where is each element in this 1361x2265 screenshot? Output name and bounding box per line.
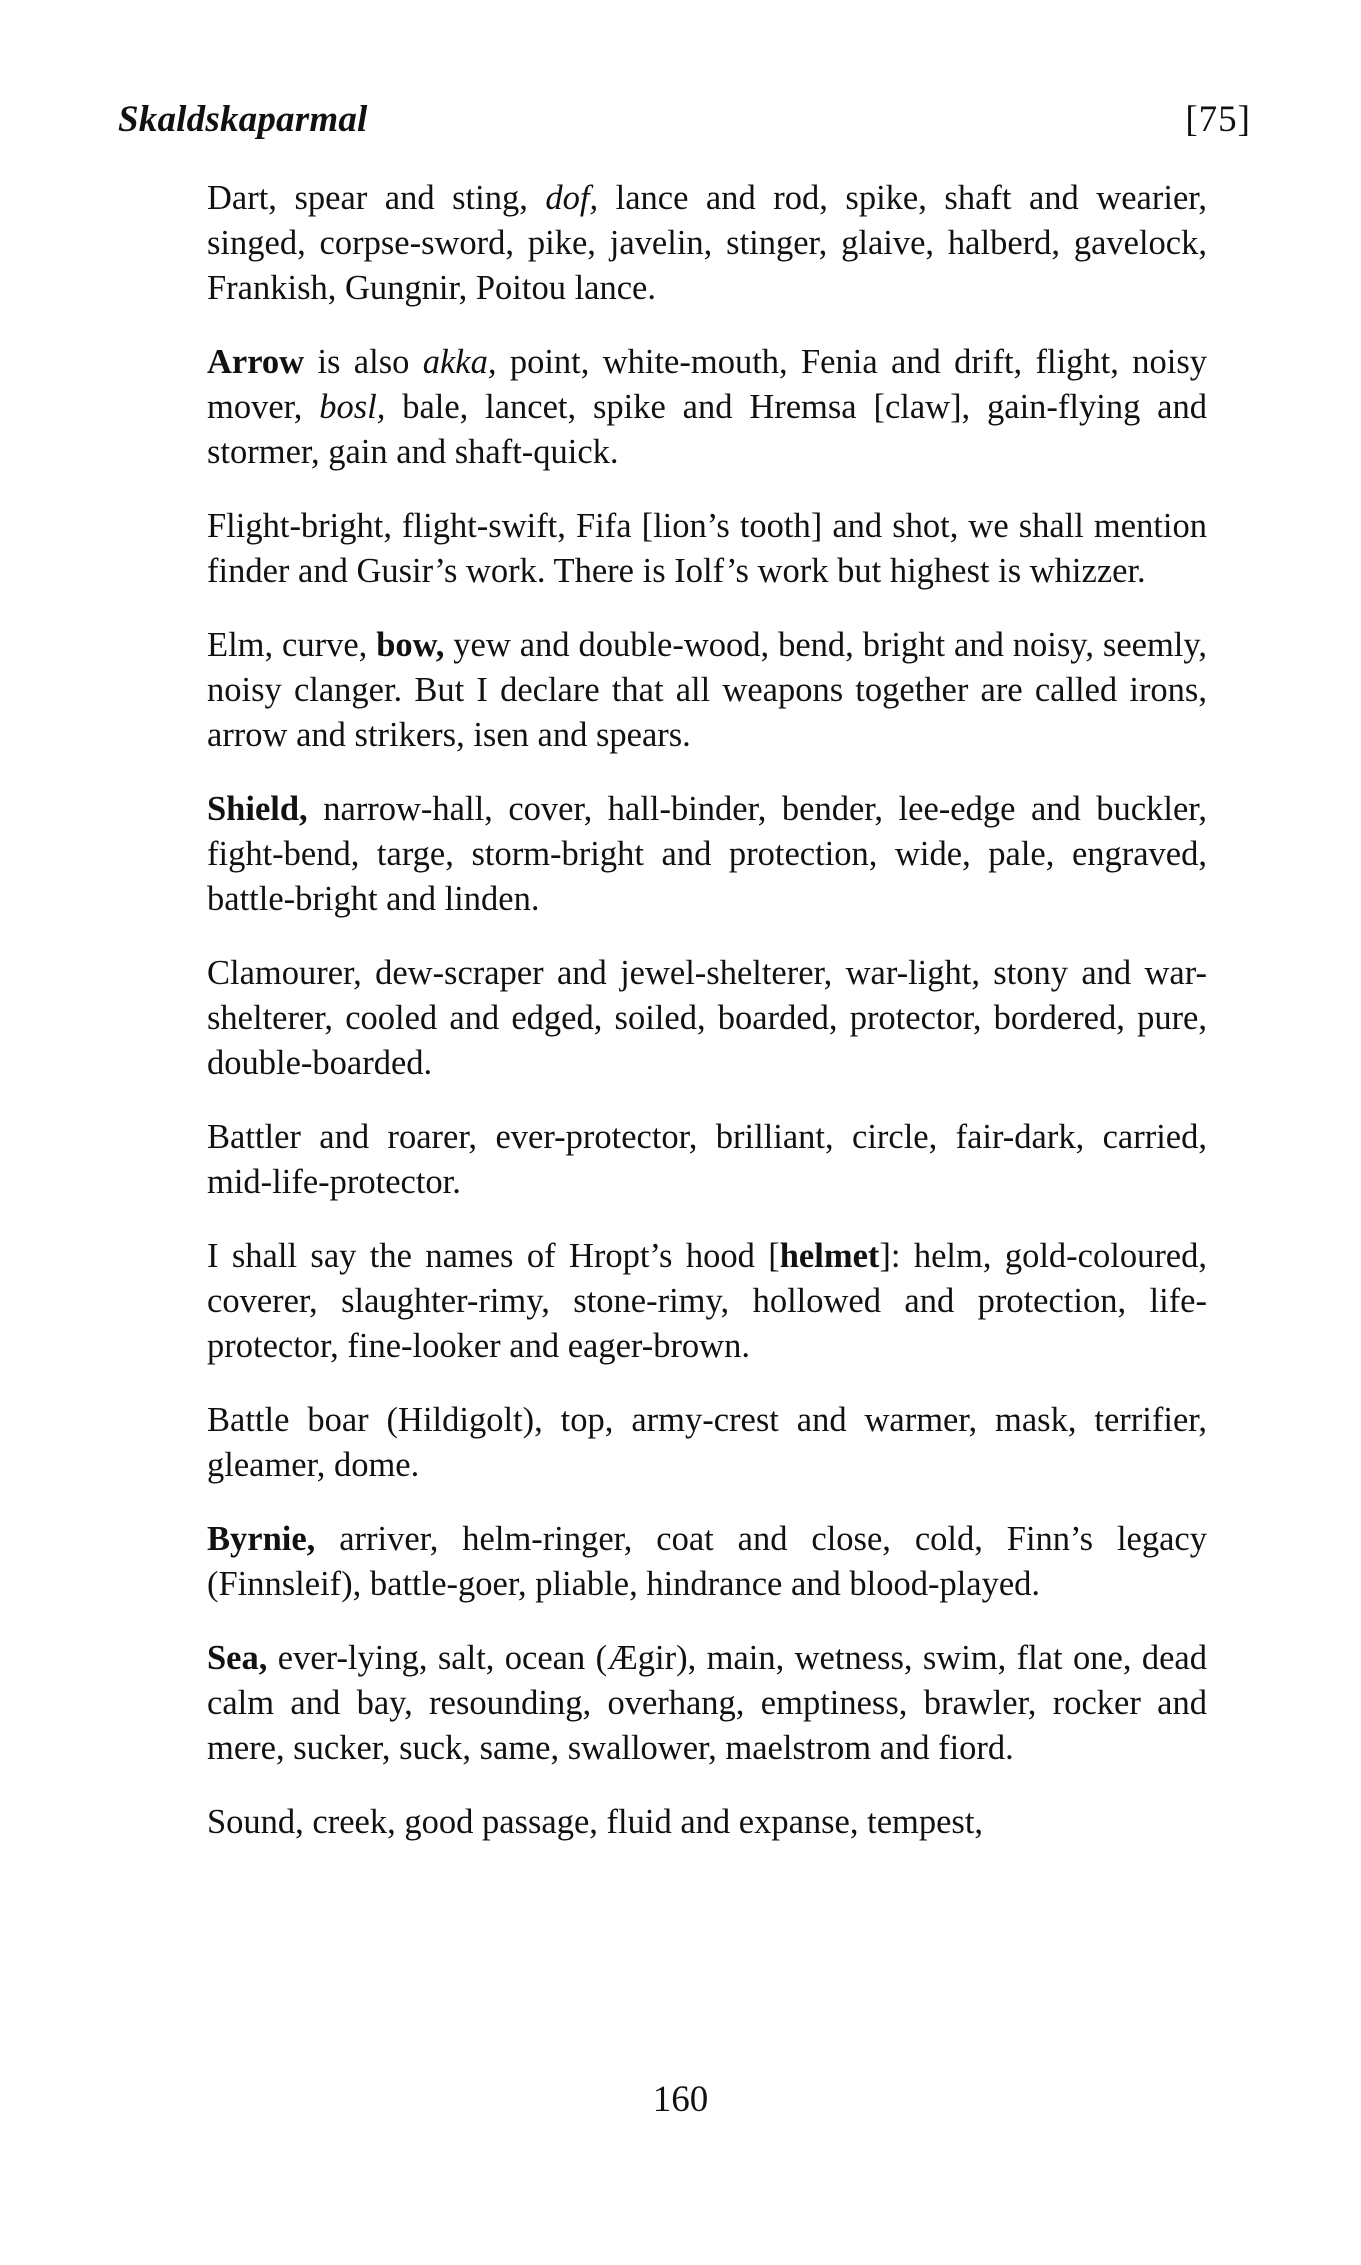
text-run: I shall say the names of Hropt’s hood [: [207, 1237, 780, 1275]
paragraph: [207, 1800, 1207, 1845]
italic-term: akka,: [422, 343, 497, 381]
text-run: narrow-hall, cover, hall-binder, bender, lee-edge and buckler, fight-bend, targe, storm-bright and protection, wide, pale, engraved, battle-bright and linden.: [207, 790, 1207, 918]
text-run: arriver, helm-ringer, coat and close, cold, Finn’s legacy (Finnsleif), battle-goer, pliable, hindrance and blood-played.: [207, 1520, 1207, 1603]
headword: helmet: [779, 1237, 880, 1275]
paragraph: [207, 1115, 1207, 1205]
headword: bow,: [376, 626, 445, 664]
italic-term: dof,: [545, 179, 599, 217]
text-run: Battler and roarer, ever-protector, brilliant, circle, fair-dark, carried, mid-life-protector.: [207, 1118, 1207, 1201]
headword: Arrow: [207, 343, 305, 381]
text-run: Elm, curve,: [207, 626, 377, 664]
text-run: Dart, spear and sting,: [207, 179, 546, 217]
text-run: is also: [304, 343, 423, 381]
paragraph: [207, 1636, 1207, 1771]
paragraph: [207, 340, 1207, 475]
italic-term: bosl,: [319, 388, 386, 426]
text-run: ever-lying, salt, ocean (Ægir), main, wetness, swim, flat one, dead calm and bay, resounding, overhang, emptiness, brawler, rocker and mere, sucker, suck, same, swallower, maelstrom and fiord.: [207, 1639, 1207, 1767]
paragraph: [207, 951, 1207, 1086]
text-run: ]: helm, gold-coloured, coverer, slaughter-rimy, stone-rimy, hollowed and protection, life-protector, fine-looker and eager-brown.: [207, 1237, 1207, 1365]
paragraph: [207, 1517, 1207, 1607]
headword: Sea,: [207, 1639, 268, 1677]
body-text: [207, 176, 1207, 1874]
text-run: Flight-bright, flight-swift, Fifa [lion’s tooth] and shot, we shall mention finder and Gusir’s work. There is Iolf’s work but highest is whizzer.: [207, 507, 1207, 590]
paragraph: [207, 1234, 1207, 1369]
text-run: bale, lancet, spike and Hremsa [claw], gain-flying and stormer, gain and shaft-quick.: [207, 388, 1207, 471]
text-run: lance and rod, spike, shaft and wearier, singed, corpse-sword, pike, javelin, stinger, glaive, halberd, gavelock, Frankish, Gungnir, Poitou lance.: [207, 179, 1207, 307]
paragraph: [207, 1398, 1207, 1488]
paragraph: [207, 623, 1207, 758]
original-page-marker: [75]: [1185, 99, 1251, 140]
headword: Shield,: [207, 790, 308, 828]
text-run: Battle boar (Hildigolt), top, army-crest and warmer, mask, terrifier, gleamer, dome.: [207, 1401, 1207, 1484]
text-run: Sound, creek, good passage, fluid and expanse, tempest,: [207, 1803, 984, 1841]
text-run: Clamourer, dew-scraper and jewel-shelterer, war-light, stony and war-shelterer, cooled and edged, soiled, boarded, protector, bordered, pure, double-boarded.: [207, 954, 1207, 1082]
paragraph: [207, 176, 1207, 311]
text-run: point, white-mouth, Fenia and drift, flight, noisy mover,: [207, 343, 1207, 426]
page-number: 160: [652, 2079, 709, 2120]
paragraph: [207, 504, 1207, 594]
running-title: Skaldskaparmal: [118, 99, 368, 140]
headword: Byrnie,: [207, 1520, 316, 1558]
text-run: yew and double-wood, bend, bright and noisy, seemly, noisy clanger. But I declare that all weapons together are called irons, arrow and strikers, isen and spears.: [207, 626, 1207, 754]
paragraph: [207, 787, 1207, 922]
